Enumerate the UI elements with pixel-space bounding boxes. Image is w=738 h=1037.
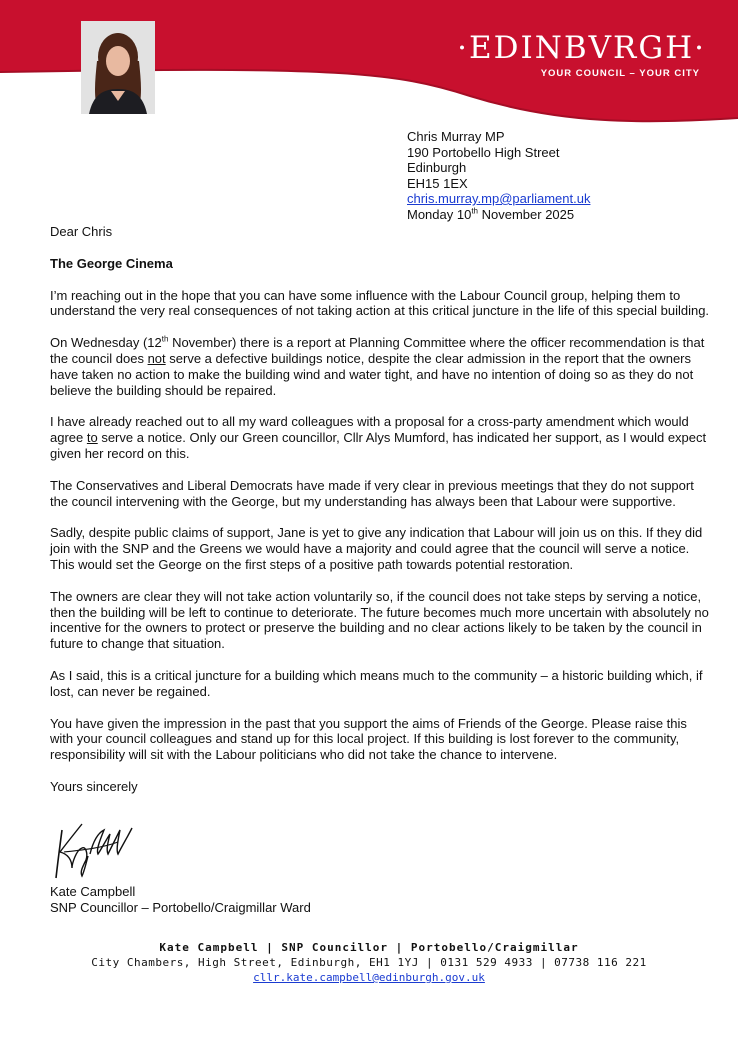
recipient-address — [407, 129, 590, 222]
paragraph-3: I have already reached out to all my ward colleagues with a proposal for a cross-party amendment which would agree to serve a notice. Only our Green councillor, Cllr Alys Mumford, has indicated her support, as I would expect given her record on this. — [50, 414, 707, 461]
recipient-city: Edinburgh — [407, 160, 467, 175]
recipient-street: 190 Portobello High Street — [407, 144, 560, 160]
paragraph-8: You have given the impression in the past that you support the aims of Friends of the George. Please raise this with your council colleagues and stand up for this local project. If this building is lost forever to the community, responsibility will sit with the Labour politicians who did not take the chance to intervene. — [50, 715, 687, 763]
footer-address: City Chambers, High Street, Edinburgh, EH1 1YJ | 0131 529 4933 | 07738 116 221 — [91, 956, 647, 969]
recipient-name: Chris Murray MP — [407, 129, 505, 144]
logo-wordmark: ·EDINBVRGH· — [457, 30, 706, 66]
signer-block — [50, 884, 311, 916]
handwritten-signature — [52, 820, 152, 882]
paragraph-1: I’m reaching out in the hope that you can have some influence with the Labour Council group, helping them to understand the very real consequences of not taking action at this critical juncture in the life of this special building. — [50, 287, 710, 319]
councillor-photo — [81, 21, 155, 114]
footer-title: Kate Campbell | SNP Councillor | Portobello/Craigmillar — [159, 941, 579, 954]
salutation: Dear Chris — [50, 224, 113, 239]
letter-date: Monday 10th November 2025 — [407, 206, 575, 222]
letter-subject: The George Cinema — [50, 255, 173, 271]
paragraph-5: Sadly, despite public claims of support, Jane is yet to give any indication that Labour will join us on this. If they did join with the SNP and the Greens we would have a majority and could agree that the council will serve a notice. This would set the George on the first steps of a positive path towards potential restoration. — [50, 525, 703, 572]
footer-email-link[interactable]: cllr.kate.campbell@edinburgh.gov.uk — [253, 971, 485, 984]
paragraph-2: On Wednesday (12th November) there is a report at Planning Committee where the officer recommendation is that the council does not serve a defective buildings notice, despite the clear admission in the report that the owners have taken no action to make the building wind and water tight, and have no intention of doing so as they do not believe the building should be repaired. — [50, 334, 705, 398]
logo-tagline: YOUR COUNCIL – YOUR CITY — [540, 68, 700, 79]
paragraph-7: As I said, this is a critical juncture for a building which means much to the community – a historic building which, if lost, can never be regained. — [50, 667, 703, 699]
closing: Yours sincerely — [50, 778, 138, 794]
paragraph-4: The Conservatives and Liberal Democrats have made if very clear in previous meetings that they do not support the council intervening with the George, but my understanding has always been that Labour were supportive. — [50, 477, 694, 509]
recipient-postcode: EH15 1EX — [407, 175, 468, 191]
edinburgh-logo — [457, 30, 706, 79]
signer-name: Kate Campbell — [50, 884, 136, 899]
recipient-email-link[interactable]: chris.murray.mp@parliament.uk — [407, 191, 591, 206]
letter-body — [50, 224, 710, 811]
paragraph-6: The owners are clear they will not take action voluntarily so, if the council does not take steps by serving a notice, then the building will be left to continue to deteriorate. The future becomes much more uncertain with absolutely no incentive for the owners to protect or preserve the building and no clear actions likely to be taken by the council in future to change that situation. — [50, 588, 709, 652]
signer-role: SNP Councillor – Portobello/Craigmillar Ward — [50, 899, 311, 915]
letter-footer — [0, 940, 738, 985]
